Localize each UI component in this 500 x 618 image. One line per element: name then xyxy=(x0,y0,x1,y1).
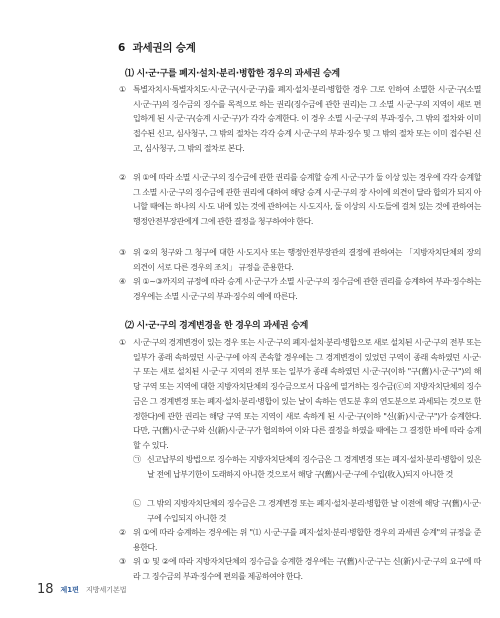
item-text: 신고납부의 방법으로 징수하는 지방자치단체의 징수금은 그 경계변경 또는 폐지·설치·분리·병합이 있은 날 전에 납부기한이 도래하지 아니한 것으로서 해당 구(舊)시·군·구에 수입(收入)되지 아니한 것 xyxy=(147,455,481,479)
sub-paragraph-item xyxy=(133,453,481,482)
subsection-heading-2: ⑵ 시·군·구의 경계변경을 한 경우의 과세권 승계 xyxy=(125,321,309,331)
subsection-heading-1: ⑴ 시·군·구를 폐지·설치·분리·병합한 경우의 과세권 승계 xyxy=(125,69,340,79)
item-text: 위 ①에 따라 소멸 시·군·구의 징수금에 관한 권리를 승계할 승계 시·군·구가 둘 이상 있는 경우에 각각 승계할 그 소멸 시·군·구의 징수금에 관한 권리에 대하여 해당 승계 시·군·구의 장 사이에 의견이 달라 합의가 되지 아니할 때에는 하나의 시·도 내에 있는 것에 관하여는 시·도지사, 둘 이상의 시·도들에 걸쳐 있는 것에 관하여는 행정안전부장관에게 그에 관한 결정을 청구하여야 한다. xyxy=(133,173,481,227)
sub-paragraph-item xyxy=(133,497,481,526)
paragraph-item xyxy=(119,246,481,275)
paragraph-item xyxy=(119,171,481,230)
section-title xyxy=(118,40,196,55)
page-footer xyxy=(37,582,127,597)
paragraph-item xyxy=(119,336,481,454)
item-text: 위 ①에 따라 승계하는 경우에는 위 "⑴ 시·군·구를 폐지·설치·분리·병합한 경우의 과세권 승계"의 규정을 준용한다. xyxy=(133,528,481,552)
paragraph-item xyxy=(119,275,481,304)
item-marker: ㉡ xyxy=(133,499,141,508)
item-text: 시·군·구의 경계변경이 있는 경우 또는 시·군·구의 폐지·설치·분리·병합으로 새로 설치된 시·군·구의 전부 또는 일부가 종래 속하였던 시·군·구에 아직 존속할 경우에는 그 경계변경이 있었던 구역이 종래 속하였던 시·군·구 또는 새로 설치된 시·군·구 지역의 전부 또는 일부가 종래 속하였던 시·군·구(이하 "구(舊)시·군·구")의 해당 구역 또는 지역에 대한 지방자치단체의 징수금으로서 다음에 열거하는 징수금(ⓒ의 지방자치단체의 징수금은 그 경계변경 또는 폐지·설치·분리·병합이 있는 날이 속하는 연도분 후의 연도분으로 과세되는 것으로 한정한다)에 관한 권리는 해당 구역 또는 지역이 새로 속하게 된 시·군·구(이하 "신(新)시·군·구")가 승계한다. 다만, 구(舊)시·군·구와 신(新)시·군·구가 협의하여 이와 다른 결정을 하였을 때에는 그 결정한 바에 따라 승계할 수 있다. xyxy=(133,338,481,450)
section-number: 6 xyxy=(118,42,126,54)
chapter-label: 제1편 xyxy=(60,585,79,594)
item-text: 그 밖의 지방자치단체의 징수금은 그 경계변경 또는 폐지·설치·분리·병합한 날 이전에 해당 구(舊)시·군·구에 수입되지 아니한 것 xyxy=(147,499,481,523)
item-marker: ① xyxy=(119,338,126,347)
item-marker: ③ xyxy=(119,248,126,257)
item-marker: ㉠ xyxy=(133,455,141,464)
item-marker: ② xyxy=(119,173,126,182)
page-number: 18 xyxy=(37,582,54,597)
item-marker: ③ xyxy=(119,557,126,566)
section-title-text: 과세권의 승계 xyxy=(132,42,196,54)
item-text: 위 ②의 청구와 그 청구에 대한 시·도지사 또는 행정안전부장관의 결정에 관하여는 「지방자치단체의 장의 의견이 서로 다른 경우의 조치」 규정을 준용한다. xyxy=(133,248,481,272)
paragraph-item xyxy=(119,83,481,157)
item-text: 특별자치시·특별자치도·시·군·구(시·군·구)를 폐지·설치·분리·병합한 경우 그로 인하여 소멸한 시·군·구(소멸 시·군·구)의 징수금의 징수를 목적으로 하는 권리(징수금에 관한 권리)는 그 소멸 시·군·구의 지역이 새로 편입하게 된 시·군·구(승계 시·군·구)가 각각 승계한다. 이 경우 소멸 시·군·구의 부과·징수, 그 밖의 절차와 이미 접수된 신고, 심사청구, 그 밖의 절차는 각각 승계 시·군·구의 부과·징수 및 그 밖의 절차 또는 이미 접수된 신고, 심사청구, 그 밖의 절차로 본다. xyxy=(133,85,481,153)
paragraph-item xyxy=(119,555,481,584)
paragraph-item xyxy=(119,526,481,555)
item-text: 위 ① 및 ②에 따라 지방자치단체의 징수금을 승계한 경우에는 구(舊)시·군·구는 신(新)시·군·구의 요구에 따라 그 징수금의 부과·징수에 편의를 제공하여야 한다. xyxy=(133,557,481,581)
item-marker: ① xyxy=(119,85,126,94)
item-marker: ② xyxy=(119,528,126,537)
book-title: 지방세기본법 xyxy=(85,585,127,594)
item-text: 위 ①~③까지의 규정에 따라 승계 시·군·구가 소멸 시·군·구의 징수금에 관한 권리를 승계하여 부과·징수하는 경우에는 소멸 시·군·구의 부과·징수의 예에 따른다. xyxy=(133,277,481,301)
item-marker: ④ xyxy=(119,277,126,286)
